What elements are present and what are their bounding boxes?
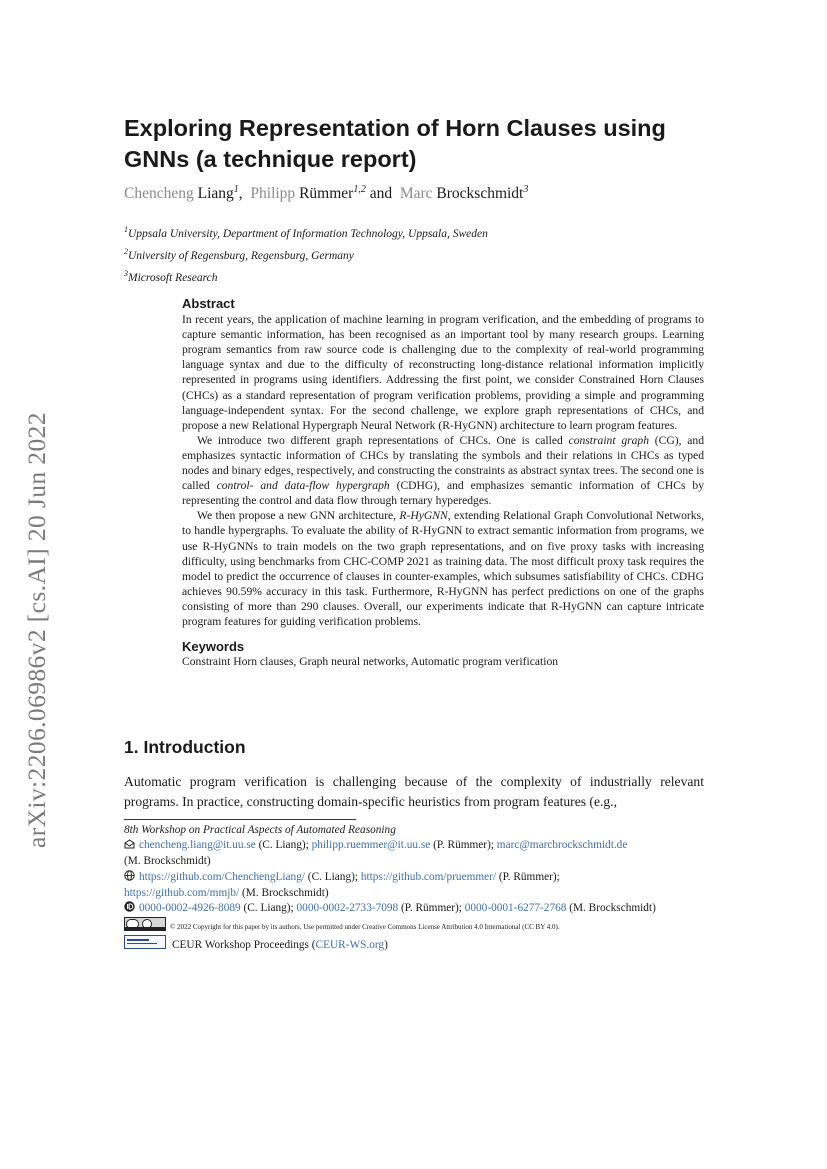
- author-affiliation-sup: 1,2: [353, 184, 366, 195]
- footnote-text: (P. Rümmer);: [496, 870, 560, 883]
- author-family-name: Liang: [197, 185, 234, 203]
- abstract-paragraph: [182, 508, 704, 629]
- footnote-text: (C. Liang);: [255, 839, 312, 852]
- author-given-name: Philipp: [250, 185, 296, 203]
- footnotes: [124, 823, 724, 954]
- abstract-paragraph: [182, 433, 704, 508]
- orcid-link[interactable]: 0000-0002-2733-7098: [296, 902, 399, 915]
- arxiv-identifier-stamp: arXiv:2206.06986v2 [cs.AI] 20 Jun 2022: [22, 412, 51, 848]
- footnote-text: ): [384, 939, 388, 952]
- footnote-divider: [124, 819, 356, 820]
- author-given-name: Marc: [399, 185, 433, 203]
- affiliation-text: University of Regensburg, Regensburg, Germany: [128, 249, 354, 262]
- ceur-link[interactable]: CEUR-WS.org: [315, 939, 385, 952]
- footnote-text: (M. Brockschmidt): [124, 855, 211, 868]
- author-given-name: Chencheng: [124, 185, 194, 203]
- email-link[interactable]: marc@marcbrockschmidt.de: [496, 839, 628, 852]
- envelope-icon: [124, 839, 135, 854]
- email-line: [124, 838, 724, 854]
- website-link[interactable]: https://github.com/ChenchengLiang/: [139, 870, 305, 883]
- website-link[interactable]: https://github.com/mmjb/: [124, 886, 240, 899]
- email-link[interactable]: philipp.ruemmer@it.uu.se: [311, 839, 431, 852]
- affiliation-sup: 2: [124, 246, 128, 256]
- term-emphasis: constraint graph: [568, 433, 650, 447]
- footnote-text: CEUR Workshop Proceedings (: [172, 939, 316, 952]
- footnote-text: (P. Rümmer);: [398, 902, 465, 915]
- term-emphasis: R-HyGNN: [399, 509, 448, 523]
- orcid-link[interactable]: 0000-0001-6277-2768: [464, 902, 567, 915]
- cc-by-license-icon: [124, 917, 166, 931]
- abstract-section: [182, 296, 704, 669]
- affiliation: [124, 243, 488, 265]
- affiliation-sup: 1: [124, 225, 128, 234]
- copyright-text: © 2022 Copyright for this paper by its authors. Use permitted under Creative Commons License Attribution 4.0 International (CC BY 4.0).: [170, 923, 560, 932]
- abstract-paragraph: In recent years, the application of machine learning in program verification, and the embedding of programs to capture semantic information, has been recognised as an important tool by many research groups. Learning program semantics from raw source code is challenging due to the complexity of real-world programming language syntax and due to the difficulty of reconstructing long-distance relational information implicitly represented in programs using identifiers. Addressing the first point, we consider Constrained Horn Clauses (CHCs) as a standard representation of program verification problems, providing a simple and programming language-independent syntax. For the second challenge, we explore graph representations of CHCs, and propose a new Relational Hypergraph Neural Network (R-HyGNN) architecture to learn program features.: [182, 313, 704, 432]
- footnote-text: (M. Brockschmidt): [566, 902, 656, 915]
- footnote-text: (C. Liang);: [240, 902, 297, 915]
- orcid-line: [124, 901, 724, 917]
- author-family-name: Rümmer: [299, 185, 354, 203]
- text-run: (CDHG), and emphasizes semantic information of CHCs by representing the control and data flow through ternary hyperedges.: [182, 479, 705, 508]
- author-affiliation-sup: 3: [523, 184, 529, 195]
- text-run: We then propose a new GNN architecture,: [197, 509, 400, 523]
- globe-icon: [124, 870, 135, 886]
- affiliation-text: Uppsala University, Department of Information Technology, Uppsala, Sweden: [128, 227, 488, 240]
- footnote-text: (M. Brockschmidt): [239, 886, 329, 899]
- author-affiliation-sup: 1: [233, 184, 239, 195]
- email-link[interactable]: chencheng.liang@it.uu.se: [139, 839, 256, 852]
- website-line: [124, 870, 724, 886]
- author-and: and: [369, 185, 393, 203]
- affiliation-list: [124, 221, 488, 286]
- ceur-line: [124, 935, 724, 953]
- affiliation: [124, 221, 488, 243]
- footnote-text: (P. Rümmer);: [430, 839, 497, 852]
- ceur-logo-icon: [124, 935, 166, 949]
- copyright-line: [124, 917, 724, 935]
- keywords-heading: Keywords: [182, 639, 245, 655]
- orcid-icon: [124, 901, 135, 917]
- author-list: [124, 184, 528, 203]
- text-run: , extending Relational Graph Convolutional Networks, to handle hypergraphs. To evaluate the ability of R-HyGNN to extract semantic information from programs, we use R-HyGNNs to train models on the two graph representations, and on five proxy tasks with increasing difficulty, using benchmarks from CHC-COMP 2021 as training data. The most difficult proxy task requires the model to predict the occurrence of clauses in counter-examples, which subsumes satisfiability of CHCs. CDHG achieves 90.59% accuracy in this task. Furthermore, R-HyGNN has perfect predictions on one of the graphs consisting of more than 290 clauses. Overall, our experiments indicate that R-HyGNN can capture intricate program features for guiding verification problems.: [182, 509, 704, 628]
- abstract-heading: Abstract: [182, 296, 235, 311]
- text-run: We introduce two different graph representations of CHCs. One is called: [197, 433, 569, 447]
- introduction-paragraph: Automatic program verification is challenging because of the complexity of industrially relevant programs. In practice, constructing domain-specific heuristics from program features (e.g.,: [124, 774, 704, 809]
- author-separator: ,: [238, 185, 243, 203]
- section-heading-introduction: 1. Introduction: [124, 737, 246, 757]
- keywords-text: Constraint Horn clauses, Graph neural networks, Automatic program verification: [182, 655, 559, 669]
- term-emphasis: control- and data-flow hypergraph: [216, 479, 390, 493]
- paper-title: Exploring Representation of Horn Clauses using GNNs (a technique report): [124, 115, 666, 172]
- orcid-link[interactable]: 0000-0002-4926-8089: [139, 902, 241, 915]
- affiliation-text: Microsoft Research: [128, 271, 218, 284]
- footnote-text: (C. Liang);: [304, 870, 361, 883]
- text-run: (CG), and emphasizes syntactic information of CHCs by translating the symbols and their relations in CHCs as typed nodes and binary edges, respectively, and constructing the constraints as abstract syntax trees. The second one is called: [182, 433, 705, 493]
- affiliation: [124, 265, 488, 287]
- affiliation-sup: 3: [124, 268, 128, 278]
- website-line: [124, 886, 724, 901]
- website-link[interactable]: https://github.com/pruemmer/: [360, 870, 497, 883]
- workshop-note: 8th Workshop on Practical Aspects of Automated Reasoning: [124, 824, 396, 836]
- author-family-name: Brockschmidt: [436, 185, 524, 203]
